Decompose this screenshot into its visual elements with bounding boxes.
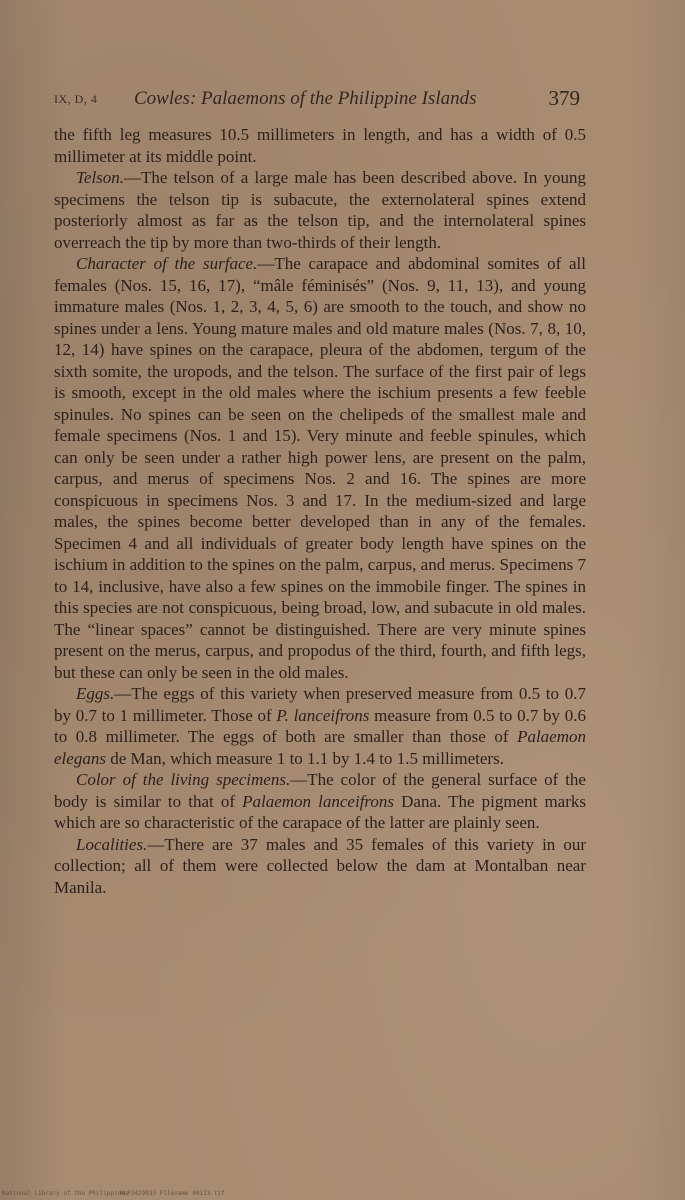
section-heading-telson: Telson. [76,168,125,187]
paragraph-text: —The carapace and abdominal somites of all females (Nos. 15, 16, 17), “mâle féminisés” (Nos. 9, 11, 13), and young immature males (Nos. 1, 2, 3, 4, 5, 6) are smooth to the touch, and show no spines under a lens. Young mature males and old mature males (Nos. 7, 8, 10, 12, 14) have spines on the carapace, pleura of the abdomen, tergum of the sixth somite, the uropods, and the telson. The surface of the first pair of legs is smooth, except in the old males where the ischium presents a few feeble spinules. No spines can be seen on the chelipeds of the smallest male and female specimens (Nos. 1 and 15). Very minute and feeble spinules, which can only be seen under a rather high power lens, are present on the palm, carpus, and merus of specimens Nos. 2 and 16. The spines are more conspicuous in specimens Nos. 3 and 17. In the medium-sized and large males, the spines become better developed than in any of the females. Specimen 4 and all individuals of greater body length have spines on the ischium in addition to the spines on the palm, carpus, and merus. Specimens 7 to 14, inclusive, have also a few spines on the immobile finger. The spines in this species are not conspicuous, being broad, low, and subacute in old males. The “linear spaces” cannot be distinguished. There are very minute spines present on the merus, carpus, and propodus of the third, fourth, and fifth legs, but these can only be seen in the old males. [54,254,586,682]
running-title: Cowles: Palaemons of the Philippine Islands [134,88,477,109]
species-name: P. lanceifrons [276,705,370,725]
species-name: Palaemon lanceifrons [242,791,395,811]
paragraph-leg-continuation [54,124,586,167]
paragraph-character-of-surface [54,253,586,683]
section-heading-color: Color of the living specimens. [76,770,291,789]
section-heading-eggs: Eggs. [76,684,115,703]
paragraph-text: measure from 0.5 to 0.7 by 0.6 to 0.8 millimeter. The eggs of both are smaller than those of [54,705,587,746]
footer-library-credit: National Library of the Philippines [2,1190,129,1197]
paragraph-color [54,769,586,834]
paragraph-localities [54,834,586,899]
paragraph-text: Dana. The pigment marks which are so characteristic of the carapace of the latter are plainly seen. [54,791,586,832]
paragraph-text: —The color of the general surface of the body is similar to that of [54,770,586,811]
volume-label: IX, D, 4 [54,92,98,106]
paragraph-text: —The telson of a large male has been described above. In young specimens the telson tip is subacute, the externolateral spines extend posteriorly almost as far as the telson tip, and the internolateral spines overreach the tip by more than two-thirds of their length. [54,168,586,252]
species-name: Palaemon elegans [54,727,586,768]
section-heading-character-of-surface: Character of the surface. [76,254,258,273]
paragraph-text: —The eggs of this variety when preserved measure from 0.5 to 0.7 by 0.7 to 1 millimeter. Those of [54,684,586,725]
page-number: 379 [548,86,580,110]
paragraph-telson [54,167,586,253]
paragraph-eggs [54,683,586,769]
body-text [54,124,586,898]
paragraph-text: the fifth leg measures 10.5 millimeters in length, and has a width of 0.5 millimeter at its middle point. [54,125,586,166]
section-heading-localities: Localities. [76,834,148,854]
footer-file-id: NLP3429833 Filename 00123.tif [120,1190,225,1197]
paragraph-text: de Man, which measure 1 to 1.1 by 1.4 to 1.5 millimeters. [105,748,504,768]
paragraph-text: —There are 37 males and 35 females of this variety in our collection; all of them were collected below the dam at Montalban near Manila. [54,834,586,897]
running-head [54,88,586,112]
